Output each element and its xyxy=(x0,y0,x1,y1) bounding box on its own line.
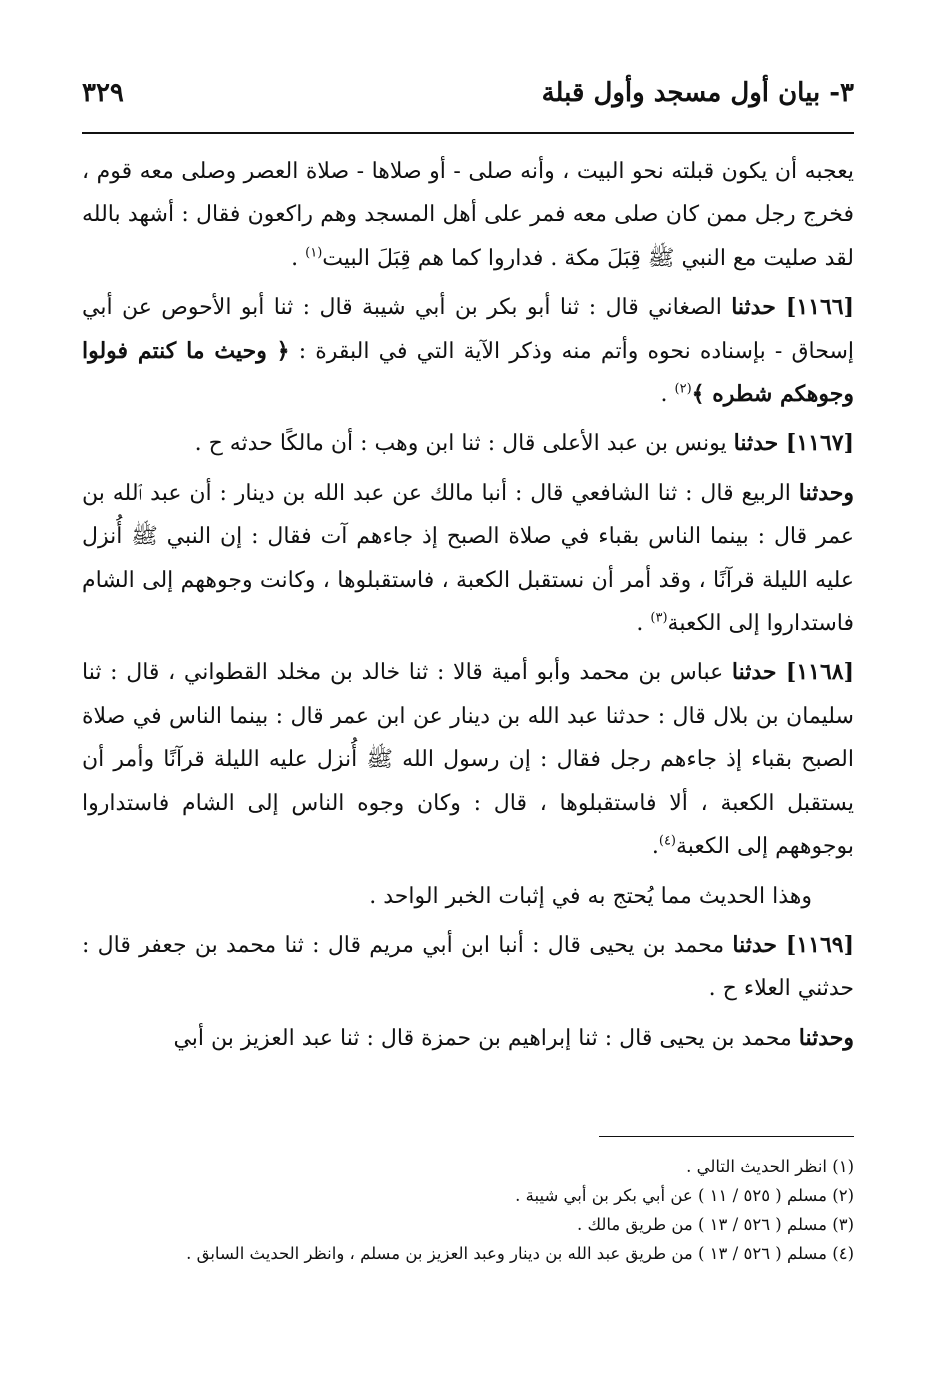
footnote-ref: (٣) xyxy=(650,610,668,626)
running-title: ٣- بيان أول مسجد وأول قبلة xyxy=(541,78,854,108)
page-number: ٣٢٩ xyxy=(82,78,124,108)
paragraph-end: . xyxy=(636,611,651,637)
footnote-2: (٢) مسلم ( ٥٢٥ / ١١ ) عن أبي بكر بن أبي شيبة . xyxy=(515,1186,854,1205)
hadith-1169 xyxy=(82,924,854,1011)
hadith-1166 xyxy=(82,286,854,416)
paragraph-end: . xyxy=(651,834,659,860)
paragraph-text: وهذا الحديث مما يُحتج به في إثبات الخبر الواحد . xyxy=(369,883,812,909)
paragraph-end: . xyxy=(291,245,306,271)
header-rule xyxy=(82,132,854,134)
hadith-lead-word: وحدثنا xyxy=(798,1024,854,1051)
paragraph-text: الصغاني قال : ثنا أبو بكر بن أبي شيبة قال : ثنا أبو الأحوص عن أبي إسحاق - بإسناده نحوه وأتم منه وذكر الآية التي في البقرة : xyxy=(82,295,854,364)
footnote-3: (٣) مسلم ( ٥٢٦ / ١٣ ) من طريق مالك . xyxy=(576,1215,854,1234)
footnotes xyxy=(82,1152,854,1268)
paragraph-text: محمد بن يحيى قال : ثنا إبراهيم بن حمزة قال : ثنا عبد العزيز بن أبي xyxy=(173,1025,799,1051)
paragraph-text: الربيع قال : ثنا الشافعي قال : أنبا مالك عن عبد الله بن دينار : أن عبد ٱلله بن عمر قال : بينما الناس بقباء في صلاة الصبح إذ جاءهم آت فقال : إن النبي ﷺ أُنزل عليه الليلة قرآنًا ، وقد أمر أن نستقبل الكعبة ، فاستقبلوها ، وكانت وجوههم إلى الشام فاستداروا إلى الكعبة xyxy=(82,480,854,637)
footnote-ref: (٢) xyxy=(674,381,692,397)
paragraph-text: محمد بن يحيى قال : أنبا ابن أبي مريم قال : ثنا محمد بن جعفر قال : حدثني العلاء ح . xyxy=(82,932,854,1002)
paragraph-text: عباس بن محمد وأبو أمية قالا : ثنا خالد بن مخلد القطواني ، قال : ثنا سليمان بن بلال قال : حدثنا عبد الله بن دينار عن ابن عمر قال : بينما الناس في صلاة الصبح بقباء إذ جاءهم رجل فقال : إن رسول الله ﷺ أُنزل عليه الليلة قرآنًا وأمر أن يستقبل الكعبة ، ألا فاستقبلوها ، قال : وكان وجوه الناس إلى الشام فاستداروا بوجوههم إلى الكعبة xyxy=(82,660,854,860)
hadith-1168 xyxy=(82,651,854,868)
author-comment xyxy=(82,875,854,918)
footnote-ref: (١) xyxy=(305,245,323,261)
footnote-rule xyxy=(599,1136,854,1137)
hadith-lead-word: حدثنا xyxy=(732,931,777,958)
paragraph-text: يعجبه أن يكون قبلته نحو البيت ، وأنه صلى - أو صلاها - صلاة العصر وصلى معه قوم ، فخرج رجل ممن كان صلى معه فمر على أهل المسجد وهم راكعون فقال : أشهد بالله لقد صليت مع النبي ﷺ قِبَلَ مكة . فداروا كما هم قِبَلَ البيت xyxy=(82,159,854,271)
hadith-lead-word: حدثنا xyxy=(733,430,779,457)
hadith-number: [١١٦٧] xyxy=(778,430,854,457)
footnote-4: (٤) مسلم ( ٥٢٦ / ١٣ ) من طريق عبد الله بن دينار وعبد العزيز بن مسلم ، وانظر الحديث السابق . xyxy=(186,1244,854,1263)
hadith-number: [١١٦٦] xyxy=(775,294,854,321)
paragraph-end: . xyxy=(660,382,675,408)
hadith-number: [١١٦٨] xyxy=(776,659,854,686)
paragraph-continuation xyxy=(82,150,854,280)
hadith-lead-word: وحدثنا xyxy=(798,479,854,506)
hadith-lead-word: حدثنا xyxy=(731,659,777,686)
footnote-1: (١) انظر الحديث التالي . xyxy=(686,1157,854,1176)
paragraph-text: يونس بن عبد الأعلى قال : ثنا ابن وهب : أن مالكًا حدثه ح . xyxy=(194,431,734,457)
main-text xyxy=(82,150,854,1060)
quran-verse: ﴿ وحيث ما كنتم فولوا وجوهكم شطره ﴾ xyxy=(82,337,854,408)
hadith-1169-second-chain xyxy=(82,1017,854,1060)
page-header xyxy=(82,78,854,118)
hadith-lead-word: حدثنا xyxy=(731,294,776,321)
hadith-1167-second-chain xyxy=(82,472,854,646)
hadith-1167 xyxy=(82,422,854,465)
footnote-ref: (٤) xyxy=(658,833,676,849)
hadith-number: [١١٦٩] xyxy=(776,931,854,958)
